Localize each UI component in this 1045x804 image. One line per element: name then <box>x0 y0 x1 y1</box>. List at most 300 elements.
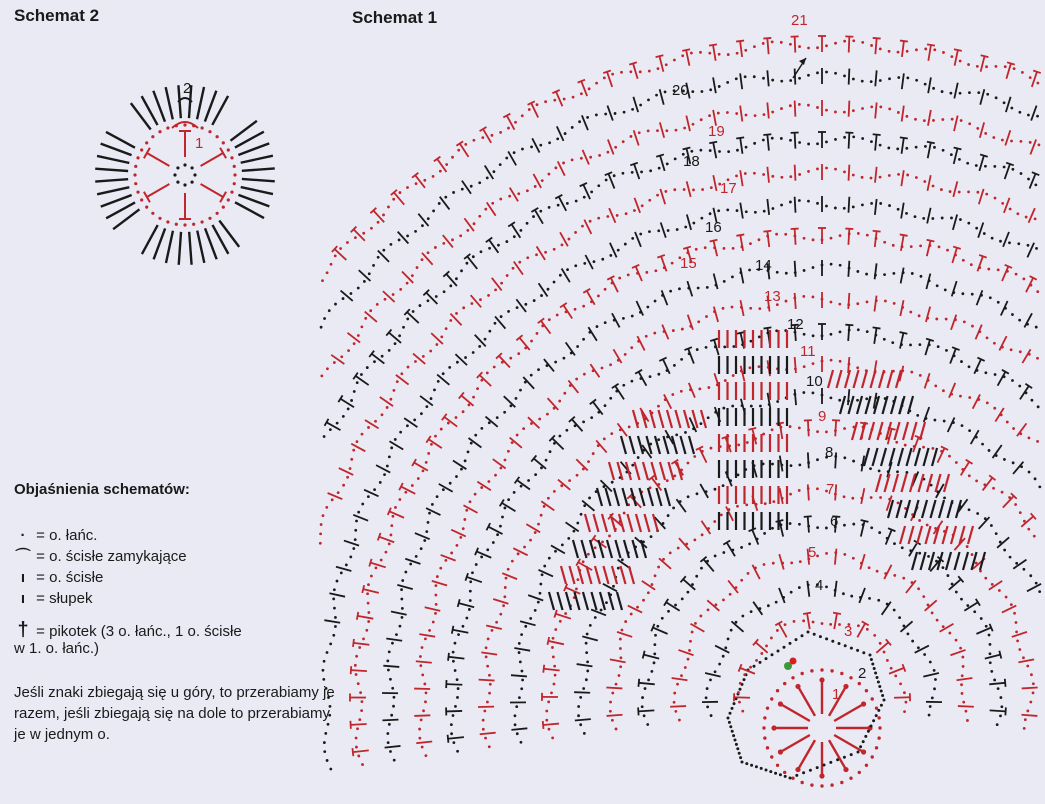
chain-dot <box>755 765 758 768</box>
chain-dot <box>667 229 670 232</box>
chain-dot <box>802 771 805 774</box>
chain-dot <box>456 696 459 699</box>
stitch-mark <box>582 636 597 640</box>
chain-dot <box>881 694 884 697</box>
legend-item-slip-stitch <box>14 548 187 566</box>
chain-dot <box>462 306 465 309</box>
chain-dot <box>534 609 537 612</box>
chain-dot <box>700 217 703 220</box>
stitch-mark <box>875 199 877 215</box>
chain-dot <box>614 112 617 115</box>
chain-dot <box>1006 421 1009 424</box>
chain-dot <box>816 46 819 49</box>
chain-dot <box>647 129 650 132</box>
stitch-mark <box>849 37 850 53</box>
stitch-mark <box>849 69 850 85</box>
stitch-mark <box>795 197 796 213</box>
chain-dot <box>693 538 696 541</box>
chain-dot <box>717 112 720 115</box>
chain-dot <box>492 541 495 544</box>
stitch-mark <box>795 37 796 53</box>
chain-dot <box>536 332 539 335</box>
round-label-21: 21 <box>791 12 808 29</box>
chain-dot <box>801 634 804 637</box>
chain-dot <box>608 535 611 538</box>
chain-dot <box>500 315 503 318</box>
chain-dot <box>823 764 826 767</box>
chain-dot <box>418 737 421 740</box>
stitch-mark <box>834 704 863 721</box>
chain-dot <box>1032 682 1035 685</box>
picot-mark <box>448 735 449 743</box>
stitch-mark <box>512 224 521 237</box>
stitch-mark <box>495 316 505 328</box>
chain-dot <box>435 584 438 587</box>
stitch-mark <box>1002 606 1016 613</box>
chain-dot <box>597 295 600 298</box>
stitch-mark <box>767 199 769 215</box>
stitch-mark <box>637 336 644 350</box>
chain-dot <box>1031 399 1034 402</box>
chain-dot <box>494 474 497 477</box>
stitch-mark <box>912 552 917 570</box>
chain-dot <box>905 212 908 215</box>
chain-dot <box>739 688 742 691</box>
chain-dot <box>684 226 687 229</box>
chain-dot <box>413 418 416 421</box>
round-label-17: 17 <box>720 180 737 197</box>
chain-dot <box>554 628 557 631</box>
stitch-mark <box>780 704 809 721</box>
chain-dot <box>780 80 783 83</box>
chain-dot <box>499 163 502 166</box>
picot-mark <box>980 154 988 156</box>
stitch-mark <box>471 295 481 307</box>
chain-dot <box>830 263 833 266</box>
chain-dot <box>844 644 847 647</box>
chain-dot <box>999 240 1002 243</box>
chain-dot <box>976 191 979 194</box>
chain-dot <box>605 179 608 182</box>
chain-dot <box>612 585 615 588</box>
chain-dot <box>960 119 963 122</box>
chain-dot <box>909 344 912 347</box>
stitch-mark <box>660 122 664 137</box>
chain-dot <box>1018 319 1021 322</box>
chain-dot <box>836 758 839 761</box>
chain-dot <box>674 158 677 161</box>
chain-dot <box>521 114 524 117</box>
chain-dot <box>450 732 453 735</box>
chain-dot <box>568 238 571 241</box>
chain-dot <box>460 269 463 272</box>
chain-dot <box>354 529 357 532</box>
chain-dot <box>971 293 974 296</box>
stitch-mark <box>902 41 904 57</box>
chain-dot <box>622 172 625 175</box>
picot-mark <box>819 677 824 682</box>
chain-dot <box>369 309 372 312</box>
picot-mark <box>926 339 934 341</box>
chain-dot <box>753 75 756 78</box>
chain-dot <box>825 141 828 144</box>
chain-dot <box>1029 574 1032 577</box>
chain-dot <box>753 665 756 668</box>
chain-dot <box>574 231 577 234</box>
chain-dot <box>423 539 426 542</box>
chain-dot <box>984 165 987 168</box>
chain-dot <box>379 481 382 484</box>
stitch-mark <box>422 253 433 265</box>
chain-dot <box>705 696 708 699</box>
chain-dot <box>561 243 564 246</box>
chain-dot <box>551 646 554 649</box>
chain-dot <box>1020 172 1023 175</box>
chain-dot <box>361 700 364 703</box>
chain-dot <box>1023 727 1026 730</box>
stitch-mark <box>921 552 926 570</box>
chain-dot <box>421 224 424 227</box>
chain-dot <box>356 727 359 730</box>
stitch-mark <box>1021 715 1037 716</box>
chain-dot <box>766 746 769 749</box>
chain-dot <box>748 366 751 369</box>
chain-dot <box>870 496 873 499</box>
chain-dot <box>678 287 681 290</box>
chain-dot <box>575 587 578 590</box>
chain-dot <box>798 427 801 430</box>
stitch-mark <box>678 650 693 655</box>
chain-dot <box>727 150 730 153</box>
chain-dot <box>1036 82 1039 85</box>
chain-dot <box>899 682 902 685</box>
stitch-mark <box>835 549 837 565</box>
stitch-mark <box>572 419 583 431</box>
stitch-mark <box>414 715 430 716</box>
stitch-mark <box>946 552 951 570</box>
chain-dot <box>529 539 532 542</box>
chain-dot <box>958 158 961 161</box>
chain-dot <box>764 502 767 505</box>
chain-dot <box>825 552 828 555</box>
chain-dot <box>1038 590 1041 593</box>
chain-dot <box>609 363 612 366</box>
stitch-mark <box>606 688 622 689</box>
chain-dot <box>1032 692 1035 695</box>
chain-dot <box>861 41 864 44</box>
chain-dot <box>789 777 792 780</box>
stitch-mark <box>659 56 663 72</box>
chain-dot <box>508 195 511 198</box>
chain-dot <box>722 551 725 554</box>
stitch-mark <box>926 526 931 544</box>
chain-dot <box>603 437 606 440</box>
chain-dot <box>521 679 524 682</box>
chain-dot <box>464 459 467 462</box>
stitch-mark <box>566 592 571 610</box>
picot-mark <box>861 749 866 754</box>
chain-dot <box>382 249 385 252</box>
chain-dot <box>984 132 987 135</box>
chain-dot <box>523 546 526 549</box>
stitch-mark <box>848 389 849 405</box>
chain-dot <box>526 256 529 259</box>
chain-dot <box>710 186 713 189</box>
chain-dot <box>1024 718 1027 721</box>
stitch-mark <box>948 418 955 432</box>
chain-dot <box>989 643 992 646</box>
picot-mark <box>434 157 441 162</box>
chain-dot <box>522 427 525 430</box>
picot-mark <box>771 725 776 730</box>
chain-dot <box>732 734 735 737</box>
legend-text: w 1. o. łańc.) <box>14 640 100 657</box>
chain-dot <box>843 427 846 430</box>
chain-dot <box>825 527 828 530</box>
chain-dot <box>390 534 393 537</box>
chain-dot <box>624 243 627 246</box>
chain-dot <box>1018 648 1021 651</box>
chain-dot <box>771 40 774 43</box>
chain-dot <box>736 747 739 750</box>
chain-dot <box>595 82 598 85</box>
stitch-mark <box>439 484 453 492</box>
chain-dot <box>455 312 458 315</box>
chain-dot <box>389 750 392 753</box>
chain-dot <box>543 505 546 508</box>
chain-dot <box>704 246 707 249</box>
chain-dot <box>577 705 580 708</box>
chain-dot <box>1016 212 1019 215</box>
stitch-mark <box>633 410 638 428</box>
chain-dot <box>320 326 323 329</box>
chain-dot <box>856 366 859 369</box>
chain-dot <box>737 443 740 446</box>
chain-dot <box>357 682 360 685</box>
stitch-mark <box>581 540 586 558</box>
chain-dot <box>367 495 370 498</box>
chain-dot <box>401 607 404 610</box>
chain-dot <box>838 399 841 402</box>
chain-dot <box>322 514 325 517</box>
chain-dot <box>507 498 510 501</box>
chain-dot <box>915 176 918 179</box>
stitch-mark <box>642 581 655 590</box>
chain-dot <box>548 141 551 144</box>
chain-dot <box>345 564 348 567</box>
stitch-mark <box>932 448 937 466</box>
chain-dot <box>1001 491 1004 494</box>
chain-dot <box>858 682 861 685</box>
chain-dot <box>449 284 452 287</box>
chain-dot <box>762 77 765 80</box>
chain-dot <box>631 171 634 174</box>
chain-dot <box>1004 65 1007 68</box>
stitch-mark <box>1005 130 1010 145</box>
chain-dot <box>800 672 803 675</box>
stitch-mark <box>665 488 670 506</box>
chain-dot <box>1038 485 1041 488</box>
chain-dot <box>683 188 686 191</box>
chain-dot <box>960 598 963 601</box>
chain-dot <box>770 637 773 640</box>
picot-mark <box>900 137 908 138</box>
chain-dot <box>780 107 783 110</box>
stitch-mark <box>875 70 876 86</box>
chain-dot <box>914 215 917 218</box>
chain-dot <box>910 371 913 374</box>
chain-dot <box>645 335 648 338</box>
chain-dot <box>459 234 462 237</box>
chain-dot <box>791 676 794 679</box>
chain-dot <box>820 784 823 787</box>
stitch-mark <box>344 541 359 546</box>
chain-dot <box>594 616 597 619</box>
chain-dot <box>649 169 652 172</box>
chain-dot <box>657 229 660 232</box>
chain-dot <box>859 745 862 748</box>
chain-dot <box>399 191 402 194</box>
chain-dot <box>530 374 533 377</box>
chain-dot <box>870 526 873 529</box>
stitch-mark <box>902 106 904 122</box>
stitch-mark <box>901 203 904 219</box>
chain-dot <box>427 217 430 220</box>
chain-dot <box>648 70 651 73</box>
chain-dot <box>323 435 326 438</box>
stitch-mark <box>577 664 593 666</box>
chain-dot <box>879 79 882 82</box>
chain-dot <box>573 530 576 533</box>
chain-dot <box>991 583 994 586</box>
chain-dot <box>449 482 452 485</box>
chain-dot <box>784 775 787 778</box>
chain-dot <box>457 149 460 152</box>
stitch-mark <box>537 246 546 260</box>
chain-dot <box>1026 710 1029 713</box>
chain-dot <box>816 554 819 557</box>
chain-dot <box>723 247 726 250</box>
chain-dot <box>843 75 846 78</box>
stitch-mark <box>909 526 914 544</box>
stitch-mark <box>351 670 367 671</box>
chain-dot <box>1009 556 1012 559</box>
chain-dot <box>870 202 873 205</box>
stitch-mark <box>861 488 864 504</box>
chain-dot <box>650 535 653 538</box>
stitch-mark <box>609 208 615 223</box>
picot-mark <box>362 585 364 593</box>
stitch-mark <box>915 646 929 653</box>
chain-dot <box>821 622 824 625</box>
chain-dot <box>987 268 990 271</box>
stitch-mark <box>662 290 668 305</box>
stitch-mark <box>467 256 477 268</box>
chain-dot <box>662 558 665 561</box>
chain-dot <box>915 146 918 149</box>
chain-dot <box>1036 290 1039 293</box>
chain-dot <box>893 574 896 577</box>
chain-dot <box>932 185 935 188</box>
chain-dot <box>879 47 882 50</box>
stitch-mark <box>808 517 809 533</box>
stitch-mark <box>617 592 622 610</box>
stitch-mark <box>849 101 850 117</box>
stitch-mark <box>448 737 464 739</box>
chain-dot <box>798 199 801 202</box>
chain-dot <box>499 525 502 528</box>
chain-dot <box>726 111 729 114</box>
chain-dot <box>691 631 694 634</box>
stitch-mark <box>416 661 432 663</box>
chain-dot <box>976 127 979 130</box>
chain-dot <box>745 503 748 506</box>
chain-dot <box>618 277 621 280</box>
chain-dot <box>718 53 721 56</box>
schema1-title: Schemat 1 <box>352 8 438 27</box>
chain-dot <box>452 191 455 194</box>
chain-dot <box>631 108 634 111</box>
chain-dot <box>486 701 489 704</box>
chain-dot <box>680 358 683 361</box>
picot-mark <box>819 773 824 778</box>
stitch-mark <box>875 167 877 183</box>
chain-dot <box>388 349 391 352</box>
chain-dot <box>905 115 908 118</box>
chain-dot <box>655 94 658 97</box>
chain-dot <box>812 362 815 365</box>
chain-dot <box>688 649 691 652</box>
stitch-mark <box>402 272 413 283</box>
chain-dot <box>966 162 969 165</box>
chain-dot <box>471 571 474 574</box>
chain-dot <box>373 488 376 491</box>
stitch-mark <box>602 514 607 532</box>
chain-dot <box>942 566 945 569</box>
chain-dot <box>575 378 578 381</box>
chain-dot <box>434 612 437 615</box>
chain-dot <box>396 380 399 383</box>
chain-dot <box>917 646 920 649</box>
chain-dot <box>673 364 676 367</box>
chain-dot <box>465 509 468 512</box>
chain-dot <box>563 357 566 360</box>
chain-dot <box>451 238 454 241</box>
picot-mark <box>900 234 908 235</box>
chain-dot <box>577 578 580 581</box>
stitch-mark <box>900 526 905 544</box>
picot-mark <box>954 147 962 149</box>
chain-dot <box>777 650 780 653</box>
chain-dot <box>404 491 407 494</box>
chain-dot <box>424 754 427 757</box>
stitch-mark <box>573 540 578 558</box>
schema2-round-label-2: 2 <box>183 80 192 97</box>
chain-dot <box>367 620 370 623</box>
chain-dot <box>890 667 893 670</box>
chain-dot <box>741 761 744 764</box>
stitch-mark <box>871 370 876 388</box>
chain-dot <box>465 617 468 620</box>
chain-dot <box>332 634 335 637</box>
chain-dot <box>888 204 891 207</box>
chain-dot <box>776 764 779 767</box>
chain-dot <box>470 185 473 188</box>
chain-dot <box>861 176 864 179</box>
stitch-mark <box>835 420 836 436</box>
chain-dot <box>933 48 936 51</box>
chain-dot <box>388 455 391 458</box>
